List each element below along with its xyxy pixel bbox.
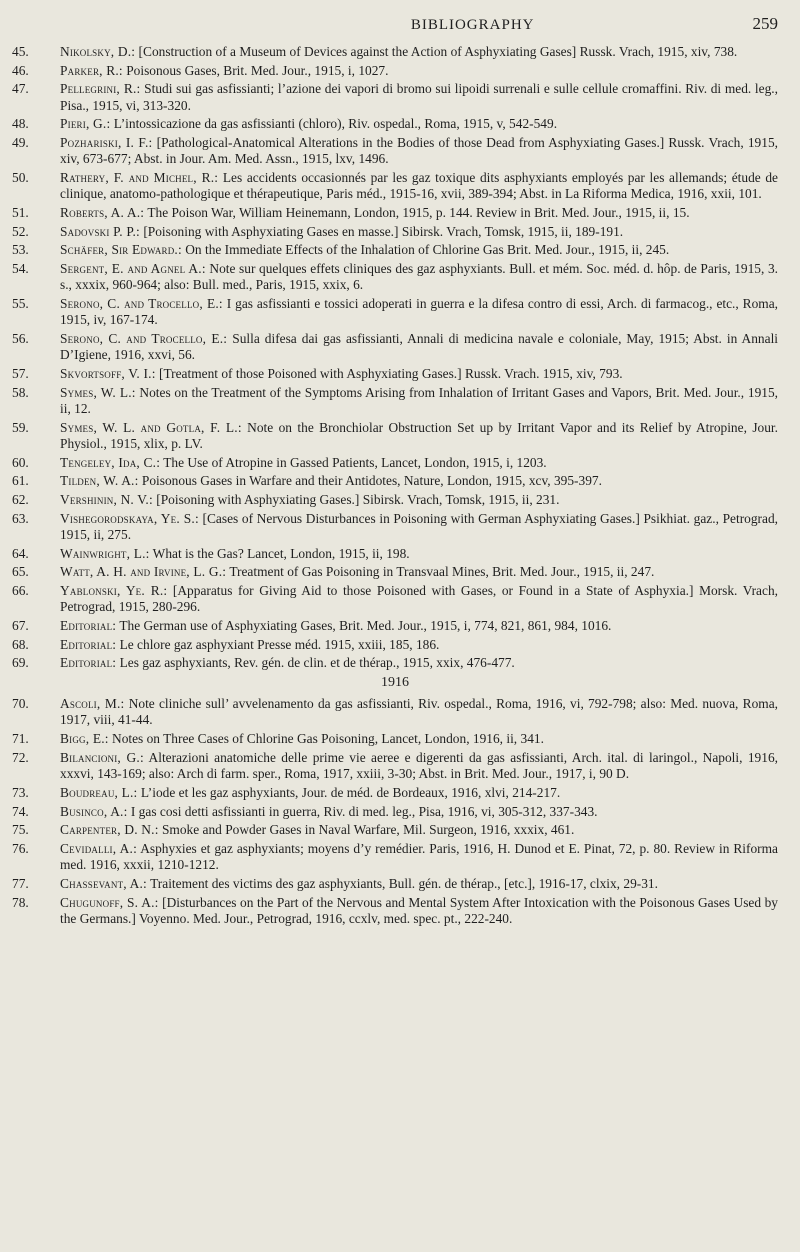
entry-citation: Note sur quelques effets cliniques des gaz asphyxiants. Bull. et mém. Soc. méd. d. hôp. de Paris, 1915, 3. s., xxxix, 960-964; also: Bull. med., Paris, 1915, xxix, 6.	[60, 261, 778, 293]
entry-author: Editorial:	[60, 618, 117, 634]
entry-number: 49.	[12, 135, 29, 151]
entry-number: 63.	[12, 510, 29, 526]
entry-citation: Smoke and Powder Gases in Naval Warfare, Mil. Surgeon, 1916, xxxix, 461.	[158, 822, 575, 838]
entry-author: Editorial:	[60, 655, 117, 671]
bibliography-entry	[12, 205, 778, 221]
entry-author: Vishegorodskaya, Ye. S.:	[60, 510, 199, 526]
entry-number: 59.	[12, 419, 29, 435]
entry-citation: The Use of Atropine in Gassed Patients, Lancet, London, 1915, i, 1203.	[160, 454, 547, 470]
entry-number: 61.	[12, 473, 29, 489]
entry-author: Pieri, G.:	[60, 116, 111, 132]
bibliography-entry	[12, 618, 778, 634]
bibliography-entry	[12, 455, 778, 471]
entry-citation: Les gaz asphyxiants, Rev. gén. de clin. et de thérap., 1915, xxix, 476-477.	[116, 655, 515, 671]
entry-author: Rathery, F. and Michel, R.:	[60, 170, 219, 186]
entry-citation: On the Immediate Effects of the Inhalation of Chlorine Gas Brit. Med. Jour., 1915, ii, 245.	[181, 242, 670, 258]
entry-citation: [Treatment of those Poisoned with Asphyxiating Gases.] Russk. Vrach. 1915, xiv, 793.	[155, 366, 623, 382]
entry-number: 76.	[12, 840, 29, 856]
entry-author: Chassevant, A.:	[60, 875, 147, 891]
entry-number: 65.	[12, 564, 29, 580]
entry-author: Yablonski, Ye. R.:	[60, 583, 168, 599]
entry-citation: What is the Gas? Lancet, London, 1915, ii, 198.	[149, 545, 410, 561]
entry-number: 54.	[12, 261, 29, 277]
entry-author: Symes, W. L. and Gotla, F. L.:	[60, 419, 242, 435]
entry-citation: Notes on the Treatment of the Symptoms Arising from Inhalation of Irritant Gases and Vapors, Brit. Med. Jour., 1915, ii, 12.	[60, 384, 778, 417]
bibliography-entry	[12, 655, 778, 671]
entry-citation: Alterazioni anatomiche delle prime vie aeree e digerenti da gas asfissianti, Arch. ital. di laringol., Napoli, 1916, xxxvi, 143-169; also: Arch di farm. sper., Roma, 1917, xxiii, 3-30; Abst. in Brit. Med. Jour., 1917, i, 90 D.	[60, 749, 778, 782]
entry-author: Ascoli, M.:	[60, 696, 125, 712]
entry-citation: I gas asfissianti e tossici adoperati in guerra e la difesa contro di essi, Arch. di farmacog., etc., Roma, 1915, iv, 167-174.	[60, 296, 778, 328]
entry-citation: [Disturbances on the Part of the Nervous and Mental System After Intoxication with the Poisonous Gases Used by the Germans.] Voyenno. Med. Jour., Petrograd, 1916, ccxlv, med. spec. pt., 222-240.	[60, 894, 778, 926]
entry-number: 66.	[12, 583, 29, 599]
entry-author: Nikolsky, D.:	[60, 44, 136, 59]
entry-citation: [Apparatus for Giving Aid to those Poisoned with Gases, or Found in a State of Asphyxia.] Morsk. Vrach, Petrograd, 1915, 280-296.	[60, 583, 778, 615]
entry-number: 57.	[12, 366, 29, 382]
entry-number: 62.	[12, 492, 29, 508]
entry-number: 69.	[12, 655, 29, 671]
bibliography-entry	[12, 170, 778, 203]
entry-author: Serono, C. and Trocello, E.:	[60, 331, 228, 347]
entry-number: 58.	[12, 384, 29, 400]
bibliography-entry	[12, 296, 778, 329]
entry-number: 56.	[12, 331, 29, 347]
entry-citation: Note cliniche sull’ avvelenamento da gas asfissianti, Riv. ospedal., Roma, 1916, vi, 792-798; also: Med. nuova, Roma, 1917, viii, 41-44.	[60, 696, 778, 728]
entry-number: 72.	[12, 749, 29, 765]
bibliography-entry	[12, 731, 778, 747]
entry-citation: The Poison War, William Heinemann, London, 1915, p. 144. Review in Brit. Med. Jour., 1915, ii, 15.	[144, 205, 690, 221]
entry-number: 68.	[12, 636, 29, 652]
bibliography-entry	[12, 63, 778, 79]
bibliography-entry	[12, 511, 778, 544]
bibliography-entry	[12, 44, 778, 60]
entry-number: 47.	[12, 81, 29, 97]
entry-citation: Sulla difesa dai gas asfissianti, Annali di medicina navale e coloniale, May, 1915; Abst. in Annali D’Igiene, 1916, xxvi, 56.	[60, 331, 779, 363]
entry-number: 48.	[12, 116, 29, 132]
entry-author: Watt, A. H. and Irvine, L. G.:	[60, 564, 227, 580]
bibliography-entry	[12, 135, 778, 168]
bibliography-entry	[12, 583, 778, 616]
bibliography-entry	[12, 750, 778, 783]
entry-author: Sergent, E. and Agnel A.:	[60, 261, 206, 277]
entry-author: Bigg, E.:	[60, 731, 109, 747]
entry-author: Serono, C. and Trocello, E.:	[60, 296, 223, 312]
entry-number: 52.	[12, 223, 29, 239]
entry-author: Symes, W. L.:	[60, 384, 136, 400]
entry-author: Carpenter, D. N.:	[60, 822, 159, 838]
entry-number: 46.	[12, 62, 29, 78]
bibliography-entry	[12, 564, 778, 580]
entry-citation: Les accidents occasionnés par les gaz toxique dits asphyxiants employés par les allemands; étude de clinique, anatomo-pathologique et thérapeutique, Paris méd., 1915-16, xvii, 389-394; Abst. in La Riforma Medica, 1916, xxii, 101.	[60, 170, 778, 202]
bibliography-entry	[12, 841, 778, 874]
bibliography-entry	[12, 822, 778, 838]
entry-citation: Traitement des victims des gaz asphyxiants, Bull. gén. de thérap., [etc.], 1916-17, clxix, 29-31.	[146, 875, 658, 891]
entry-citation: [Cases of Nervous Disturbances in Poisoning with German Asphyxiating Gases.] Psikhiat. gaz., Petrograd, 1915, ii, 275.	[60, 510, 778, 543]
page-header	[12, 14, 778, 42]
entry-author: Tilden, W. A.:	[60, 473, 139, 489]
entry-number: 70.	[12, 696, 29, 712]
bibliography-entry	[12, 696, 778, 729]
entry-author: Roberts, A. A.:	[60, 205, 145, 221]
bibliography-entry	[12, 473, 778, 489]
bibliography-list-1916	[12, 696, 778, 927]
bibliography-entry	[12, 492, 778, 508]
entry-author: Boudreau, L.:	[60, 784, 138, 800]
bibliography-entry	[12, 242, 778, 258]
entry-citation: [Poisoning with Asphyxiating Gases en masse.] Sibirsk. Vrach, Tomsk, 1915, ii, 189-191.	[139, 223, 624, 239]
entry-citation: L’iode et les gaz asphyxiants, Jour. de méd. de Bordeaux, 1916, xlvi, 214-217.	[137, 784, 561, 800]
bibliography-entry	[12, 546, 778, 562]
entry-author: Tengeley, Ida, C.:	[60, 454, 161, 470]
entry-number: 75.	[12, 822, 29, 838]
entry-number: 64.	[12, 545, 29, 561]
bibliography-entry	[12, 331, 778, 364]
year-heading: 1916	[381, 675, 409, 691]
entry-number: 73.	[12, 784, 29, 800]
entry-number: 77.	[12, 875, 29, 891]
entry-number: 45.	[12, 44, 29, 59]
entry-author: Wainwright, L.:	[60, 545, 150, 561]
entry-citation: Asphyxies et gaz asphyxiants; moyens d’y remédier. Paris, 1916, H. Dunod et E. Pinat, 72, p. 80. Review in Riforma med. 1916, xxxii, 1210-1212.	[60, 840, 778, 873]
bibliography-list-1915	[12, 44, 778, 672]
entry-number: 50.	[12, 170, 29, 186]
entry-number: 51.	[12, 205, 29, 221]
bibliography-entry	[12, 385, 778, 418]
entry-author: Businco, A.:	[60, 803, 128, 819]
entry-citation: L’intossicazione da gas asfissianti (chloro), Riv. ospedal., Roma, 1915, v, 542-549.	[110, 116, 558, 132]
entry-citation: [Pathological-Anatomical Alterations in the Bodies of those Dead from Asphyxiating Gases.] Russk. Vrach, 1915, xiv, 673-677; Abst. in Jour. Am. Med. Assn., 1915, lxv, 1496.	[60, 135, 778, 167]
entry-author: Sadovski P. P.:	[60, 223, 140, 239]
entry-citation: [Poisoning with Asphyxiating Gases.] Sibirsk. Vrach, Tomsk, 1915, ii, 231.	[152, 492, 560, 508]
entry-author: Bilancioni, G.:	[60, 749, 144, 765]
entry-citation: Le chlore gaz asphyxiant Presse méd. 1915, xxiii, 185, 186.	[116, 636, 440, 652]
entry-citation: Poisonous Gases, Brit. Med. Jour., 1915, i, 1027.	[122, 62, 389, 78]
entry-number: 53.	[12, 242, 29, 258]
entry-citation: Note on the Bronchiolar Obstruction Set up by Irritant Vapor and its Relief by Atropine, Jour. Physiol., 1915, xlix, p. LV.	[60, 419, 778, 451]
entry-number: 67.	[12, 618, 29, 634]
entry-citation: Treatment of Gas Poisoning in Transvaal Mines, Brit. Med. Jour., 1915, ii, 247.	[226, 564, 655, 580]
running-title: BIBLIOGRAPHY	[410, 17, 535, 33]
entry-author: Schäfer, Sir Edward.:	[60, 242, 182, 258]
entry-author: Chugunoff, S. A.:	[60, 894, 159, 910]
bibliography-entry	[12, 876, 778, 892]
entry-author: Pozharıski, I. F.:	[60, 135, 153, 151]
entry-citation: [Construction of a Museum of Devices against the Action of Asphyxiating Gases] Russk. Vrach, 1915, xiv, 738.	[135, 44, 738, 59]
entry-number: 60.	[12, 454, 29, 470]
entry-author: Pellegrini, R.:	[60, 81, 141, 97]
bibliography-entry	[12, 804, 778, 820]
entry-number: 74.	[12, 803, 29, 819]
entry-number: 55.	[12, 296, 29, 312]
bibliography-entry	[12, 224, 778, 240]
entry-author: Parker, R.:	[60, 62, 123, 78]
bibliography-entry	[12, 420, 778, 453]
bibliography-entry	[12, 261, 778, 294]
bibliography-entry	[12, 81, 778, 114]
bibliography-entry	[12, 366, 778, 382]
page-number: 259	[752, 14, 778, 33]
entry-citation: I gas cosi detti asfissianti in guerra, Riv. di med. leg., Pisa, 1916, vi, 305-312, 337-343.	[127, 803, 598, 819]
bibliography-entry	[12, 785, 778, 801]
entry-number: 78.	[12, 894, 29, 910]
bibliography-entry	[12, 116, 778, 132]
entry-citation: Studi sui gas asfissianti; l’azione dei vapori di bromo sui lipoidi surrenali e sulle cellule cromaffini. Riv. di med. leg., Pisa., 1915, vi, 313-320.	[60, 81, 778, 113]
entry-number: 71.	[12, 731, 29, 747]
bibliography-entry	[12, 637, 778, 653]
bibliography-entry	[12, 895, 778, 928]
entry-author: Editorial:	[60, 636, 117, 652]
entry-citation: The German use of Asphyxiating Gases, Brit. Med. Jour., 1915, i, 774, 821, 861, 984, 1016.	[116, 618, 612, 634]
entry-author: Cevidalli, A.:	[60, 840, 138, 856]
entry-citation: Notes on Three Cases of Chlorine Gas Poisoning, Lancet, London, 1916, ii, 341.	[108, 731, 544, 747]
entry-citation: Poisonous Gases in Warfare and their Antidotes, Nature, London, 1915, xcv, 395-397.	[138, 473, 602, 489]
entry-author: Skvortsoff, V. I.:	[60, 366, 156, 382]
entry-author: Vershinin, N. V.:	[60, 492, 153, 508]
